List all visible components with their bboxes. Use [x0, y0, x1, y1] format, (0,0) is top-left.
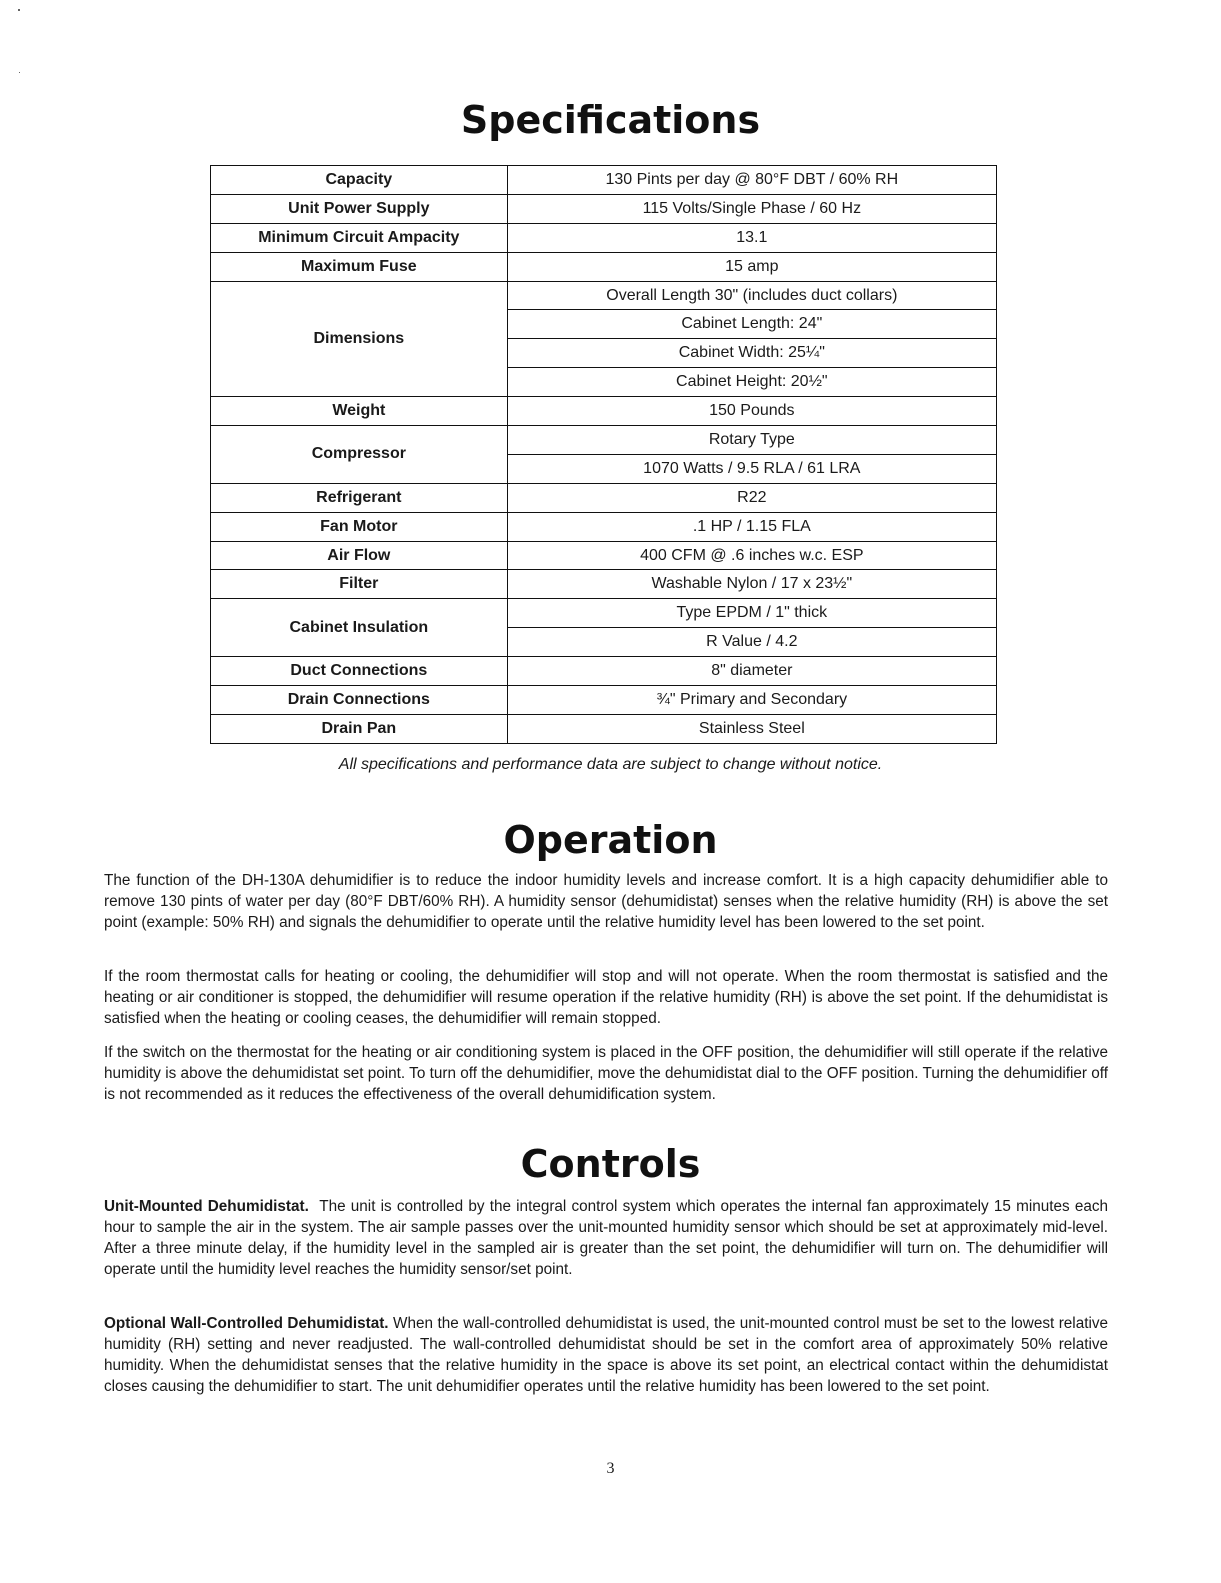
spec-value: Type EPDM / 1" thick — [507, 599, 996, 628]
operation-paragraph: The function of the DH-130A dehumidifier is to reduce the indoor humidity levels and increase comfort. It is a high capacity dehumidifier able to remove 130 pints of water per day (80°F DBT/60% RH). A humidity sensor (dehumidistat) senses when the relative humidity (RH) is above the set point (example: 50% RH) and signals the dehumidifier to operate until the relative humidity level has been lowered to the set point. — [104, 872, 1108, 931]
spec-label: Filter — [211, 570, 508, 599]
spec-row — [211, 541, 997, 570]
spec-row — [211, 512, 997, 541]
controls-text: When the wall-controlled dehumidistat is used, the unit-mounted control must be set to the lowest relative humidity (RH) setting and never readjusted. The wall-controlled dehumidistat should be set in the comfort area of approximately 50% relative humidity. When the dehumidistat senses that the relative humidity in the space is above its set point, an electrical contact within the dehumidistat closes causing the dehumidifier to start. The unit dehumidifier operates until the relative humidity has been lowered to the set point. — [104, 1315, 1109, 1395]
controls-text: The unit is controlled by the integral control system which operates the internal fan approximately 15 minutes each hour to sample the air in the system. The air sample passes over the unit-mounted humidity sensor which should be set at approximately mid-level. After a three minute delay, if the humidity level in the sampled air is greater than the set point, the dehumidifier will turn on. The dehumidifier will operate until the humidity level reaches the humidity sensor/set point. — [104, 1198, 1108, 1278]
controls-heading: Unit-Mounted Dehumidistat. — [104, 1198, 309, 1215]
spec-label: Air Flow — [211, 541, 508, 570]
spec-value: 150 Pounds — [507, 397, 996, 426]
spec-row — [211, 194, 997, 223]
spec-label: Fan Motor — [211, 512, 508, 541]
spec-value: Cabinet Length: 24" — [507, 310, 996, 339]
spec-value: 1070 Watts / 9.5 RLA / 61 LRA — [507, 454, 996, 483]
specifications-note: All specifications and performance data are subject to change without notice. — [338, 756, 883, 773]
controls-heading: Optional Wall-Controlled Dehumidistat. — [104, 1315, 389, 1332]
spec-value: .1 HP / 1.15 FLA — [507, 512, 996, 541]
spec-value: 8" diameter — [507, 657, 996, 686]
spec-value: 130 Pints per day @ 80°F DBT / 60% RH — [507, 166, 996, 195]
spec-value: 400 CFM @ .6 inches w.c. ESP — [507, 541, 996, 570]
spec-label: Maximum Fuse — [211, 252, 508, 281]
spec-value: 13.1 — [507, 223, 996, 252]
spec-value: R22 — [507, 483, 996, 512]
specifications-table — [210, 165, 997, 744]
spec-row — [211, 426, 997, 455]
spec-value: Cabinet Height: 20½" — [507, 368, 996, 397]
spec-value: Washable Nylon / 17 x 23½" — [507, 570, 996, 599]
spec-value: Stainless Steel — [507, 714, 996, 743]
operation-paragraph: If the room thermostat calls for heating or cooling, the dehumidifier will stop and will not operate. When the room thermostat is satisfied and the heating or air conditioner is stopped, the dehumidifier will resume operation if the relative humidity (RH) is above the set point. If the dehumidistat is satisfied when the heating or cooling ceases, the dehumidifier will remain stopped. — [104, 968, 1108, 1027]
scan-speck — [19, 72, 20, 73]
spec-value: R Value / 4.2 — [507, 628, 996, 657]
spec-row — [211, 166, 997, 195]
spec-row — [211, 599, 997, 628]
spec-row — [211, 252, 997, 281]
operation-title: Operation — [503, 818, 718, 862]
spec-label: Unit Power Supply — [211, 194, 508, 223]
page-number: 3 — [606, 1460, 615, 1477]
spec-label: Duct Connections — [211, 657, 508, 686]
spec-label: Dimensions — [211, 281, 508, 397]
scan-speck — [18, 9, 20, 11]
operation-paragraph: If the switch on the thermostat for the heating or air conditioning system is placed in the OFF position, the dehumidifier will still operate if the relative humidity is above the dehumidistat set point. To turn off the dehumidifier, move the dehumidistat dial to the OFF position. Turning the dehumidifier off is not recommended as it reduces the effectiveness of the overall dehumidification system. — [104, 1044, 1108, 1103]
controls-paragraph-unit-mounted — [104, 1196, 1108, 1280]
spec-label: Minimum Circuit Ampacity — [211, 223, 508, 252]
spec-label: Capacity — [211, 166, 508, 195]
spec-row — [211, 657, 997, 686]
spec-row — [211, 223, 997, 252]
spec-value: Overall Length 30" (includes duct collars) — [507, 281, 996, 310]
spec-row — [211, 570, 997, 599]
spec-value: 115 Volts/Single Phase / 60 Hz — [507, 194, 996, 223]
spec-row — [211, 714, 997, 743]
spec-row — [211, 281, 997, 310]
spec-label: Cabinet Insulation — [211, 599, 508, 657]
spec-row — [211, 686, 997, 715]
spec-value: 15 amp — [507, 252, 996, 281]
spec-label: Drain Pan — [211, 714, 508, 743]
spec-label: Compressor — [211, 426, 508, 484]
spec-value: Cabinet Width: 25¼" — [507, 339, 996, 368]
controls-paragraph-wall-controlled — [104, 1313, 1108, 1397]
controls-title: Controls — [520, 1142, 701, 1186]
spec-value: Rotary Type — [507, 426, 996, 455]
spec-row — [211, 483, 997, 512]
spec-label: Refrigerant — [211, 483, 508, 512]
spec-label: Weight — [211, 397, 508, 426]
spec-label: Drain Connections — [211, 686, 508, 715]
spec-row — [211, 397, 997, 426]
specifications-title: Specifications — [460, 98, 761, 142]
spec-value: ¾" Primary and Secondary — [507, 686, 996, 715]
